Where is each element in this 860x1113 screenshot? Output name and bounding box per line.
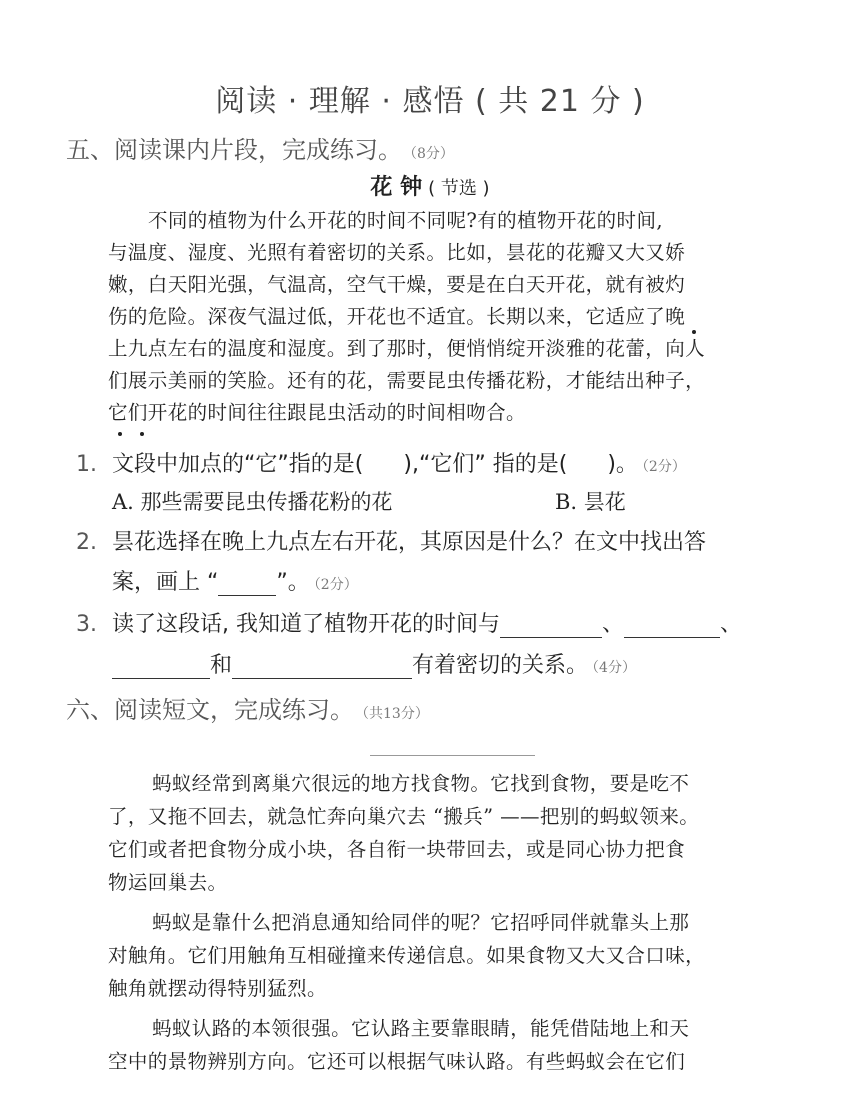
passage-subtitle: ( 节选 ) <box>428 178 490 199</box>
question-1 <box>76 447 816 478</box>
question-2-line-1: 昙花选择在晚上九点左右开花，其原因是什么？在文中找出答 <box>112 530 707 555</box>
passage2-line-6: 对触角。它们用触角互相碰撞来传递信息。如果食物又大又合口味， <box>108 944 706 967</box>
passage-line-6: 们展示美丽的笑脸。还有的花，需要昆虫传播花粉，才能结出种子， <box>108 369 706 392</box>
section5-heading <box>66 130 454 165</box>
question-2 <box>76 525 816 556</box>
answer-blank[interactable] <box>624 615 720 638</box>
question-3-and: 和 <box>210 653 233 678</box>
option-b: B. 昙花 <box>555 490 626 514</box>
passage-title-text: 花 钟 <box>370 175 423 200</box>
question-3-points: （4分） <box>592 660 636 676</box>
question-2-text-a: 案，画上 “ <box>112 570 219 595</box>
passage2-line-2: 了，又拖不回去，就急忙奔向巢穴去 “搬兵” ——把别的蚂蚁领来。 <box>108 805 700 828</box>
option-a: A. 那些需要昆虫传播花粉的花 <box>112 490 393 514</box>
section5-points: （8分） <box>410 146 454 162</box>
answer-blank[interactable] <box>232 656 412 679</box>
answer-blank[interactable] <box>112 656 210 679</box>
question-1-points: （2分） <box>641 459 686 475</box>
passage2-line-7: 触角就摆动得特别猛烈。 <box>108 977 327 1000</box>
question-3-number: 3. <box>76 612 97 637</box>
passage-line-4: 伤的危险。深夜气温过低，开花也不适宜。长期以来，它适应了晚 <box>108 305 686 328</box>
title-placeholder-line <box>370 755 535 756</box>
passage-line-2: 与温度、湿度、光照有着密切的关系。比如，昙花的花瓣又大又娇 <box>108 241 686 264</box>
page-title: 阅读 · 理解 · 感悟 ( 共 21 分 ) <box>215 84 645 119</box>
passage-title <box>0 170 860 201</box>
section5-heading-text: 五、阅读课内片段，完成练习。 <box>66 136 402 164</box>
question-1-number: 1. <box>76 452 97 477</box>
question-2-points: （2分） <box>313 577 358 593</box>
question-1-text-a: 文段中加点的“它”指的是( <box>112 452 364 477</box>
question-3-sep-2: 、 <box>720 612 743 637</box>
question-3-line-2 <box>112 648 636 679</box>
question-1-text-b: ),“它们” 指的是( <box>403 452 568 477</box>
section6-heading-text: 六、阅读短文，完成练习。 <box>66 696 354 724</box>
passage-line-7: 它们开花的时间往往跟昆虫活动的时间相吻合。 <box>108 401 526 424</box>
passage2-line-1: 蚂蚁经常到离巢穴很远的地方找食物。它找到食物，要是吃不 <box>152 772 690 795</box>
question-3-sep-1: 、 <box>602 612 625 637</box>
question-3-line-2-end: 有着密切的关系。 <box>412 653 589 678</box>
question-1-text-c: )。 <box>607 452 638 477</box>
passage2-line-9: 空中的景物辨别方向。它还可以根据气味认路。有些蚂蚁会在它们 <box>108 1050 686 1073</box>
passage2-line-3: 它们或者把食物分成小块，各自衔一块带回去，或是同心协力把食 <box>108 838 686 861</box>
question-2-number: 2. <box>76 530 97 555</box>
section6-points: （共13分） <box>362 706 429 722</box>
emphasis-dot <box>118 432 122 436</box>
section6-heading <box>66 690 429 725</box>
question-3-text-a: 读了这段话, 我知道了植物开花的时间与 <box>112 612 500 637</box>
passage-line-5: 上九点左右的温度和湿度。到了那时，便悄悄绽开淡雅的花蕾，向人 <box>108 337 706 360</box>
passage-line-3: 嫩，白天阳光强，气温高，空气干燥，要是在白天开花，就有被灼 <box>108 273 686 296</box>
passage-line-1: 不同的植物为什么开花的时间不同呢?有的植物开花的时间, <box>148 209 663 232</box>
emphasis-dot <box>140 432 144 436</box>
question-2-text-b: ”。 <box>276 570 310 595</box>
answer-blank[interactable] <box>218 573 276 596</box>
passage2-line-8: 蚂蚁认路的本领很强。它认路主要靠眼睛，能凭借陆地上和天 <box>152 1017 690 1040</box>
answer-blank[interactable] <box>500 615 602 638</box>
passage2-line-5: 蚂蚁是靠什么把消息通知给同伴的呢？它招呼同伴就靠头上那 <box>152 911 690 934</box>
question-2-line-2 <box>112 565 358 596</box>
emphasis-dot <box>692 330 696 334</box>
passage2-line-4: 物运回巢去。 <box>108 871 228 894</box>
question-3 <box>76 607 816 638</box>
